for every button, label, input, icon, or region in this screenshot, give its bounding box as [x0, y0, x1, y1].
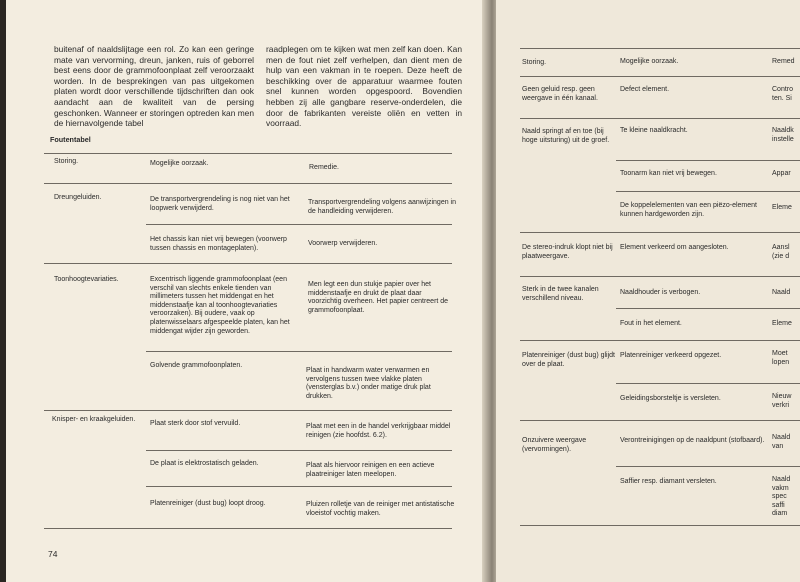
table-rule	[616, 383, 800, 384]
table-cell-oorzaak: Naaldhouder is verbogen.	[620, 289, 701, 296]
table-rule	[44, 263, 452, 264]
header-remedie: Remedie.	[309, 164, 339, 171]
header-remedie: Remed	[772, 58, 795, 65]
table-cell-oorzaak: Verontreinigingen op de naaldpunt (stofbaard).	[620, 437, 765, 444]
table-rule	[616, 466, 800, 467]
table-cell-remedie: Naaldk instelle	[772, 127, 794, 143]
table-cell-remedie: Naald	[772, 289, 791, 296]
table-cell-storing: Naald springt af en toe (bij hoge uitsturing) uit de groef.	[522, 128, 610, 144]
table-rule	[146, 486, 452, 487]
table-cell-remedie: Naald van	[772, 434, 791, 450]
table-rule	[520, 340, 800, 341]
table-cell-oorzaak: Defect element.	[620, 86, 670, 93]
table-rule	[520, 118, 800, 119]
table-cell-storing: De stereo-indruk klopt niet bij plaatweergave.	[522, 244, 613, 260]
table-cell-storing: Knisper- en kraakgeluiden.	[52, 416, 136, 423]
table-cell-oorzaak: Saffier resp. diamant versleten.	[620, 478, 717, 485]
table-cell-remedie: Pluizen rolletje van de reiniger met antistatische vloeistof vochtig maken.	[306, 501, 455, 517]
table-rule	[520, 276, 800, 277]
table-rule	[616, 191, 800, 192]
left-page	[6, 0, 488, 582]
table-cell-oorzaak: Plaat sterk door stof vervuild.	[150, 420, 241, 427]
table-cell-remedie: Appar	[772, 170, 791, 177]
table-cell-storing: Toonhoogtevariaties.	[54, 276, 119, 283]
header-storing: Storing.	[54, 158, 79, 165]
table-cell-oorzaak: De transportvergrendeling is nog niet van het loopwerk verwijderd.	[150, 196, 290, 212]
table-cell-oorzaak: De plaat is elektrostatisch geladen.	[150, 460, 259, 467]
table-cell-remedie: Plaat in handwarm water verwarmen en vervolgens tussen twee vlakke platen (vensterglas b.v.) onder matige druk plat drukken.	[306, 367, 431, 400]
table-rule	[44, 153, 452, 154]
page-number: 74	[48, 549, 58, 559]
header-storing: Storing.	[522, 59, 547, 66]
intro-text-col1: buitenaf of naaldslijtage een rol. Zo kan een geringe mate van vervorming, dreun, janken, ruis of geborrel best eens door de grammofoonplaat zelf veroorzaakt worden. In de besprekingen van pas uitgekomen platen wordt door verschillende tijdschriften dan ook aandacht aan de kwaliteit van de persing geschonken. Wanneer er storingen optreden kan men de hiernavolgende tabel	[54, 44, 254, 129]
table-cell-oorzaak: Platenreiniger verkeerd opgezet.	[620, 352, 722, 359]
table-cell-storing: Dreungeluiden.	[54, 194, 102, 201]
table-cell-remedie: Nieuw verkri	[772, 393, 792, 409]
table-cell-oorzaak: Geleidingsborsteltje is versleten.	[620, 395, 721, 402]
table-cell-remedie: Plaat met een in de handel verkrijgbaar middel reinigen (zie hoofdst. 6.2).	[306, 423, 451, 439]
table-rule	[520, 76, 800, 77]
table-rule	[146, 450, 452, 451]
table-cell-remedie: Plaat als hiervoor reinigen en een actieve plaatreiniger laten meelopen.	[306, 462, 435, 478]
table-rule	[520, 420, 800, 421]
table-cell-remedie: Voorwerp verwijderen.	[308, 240, 378, 247]
table-title: Foutentabel	[50, 135, 91, 144]
table-cell-oorzaak: Toonarm kan niet vrij bewegen.	[620, 170, 717, 177]
table-cell-remedie: Eleme	[772, 320, 792, 327]
table-cell-oorzaak: De koppelelementen van een piëzo-element kunnen hardgeworden zijn.	[620, 202, 757, 218]
table-cell-oorzaak: Element verkeerd om aangesloten.	[620, 244, 729, 251]
header-oorzaak: Mogelijke oorzaak.	[150, 160, 209, 167]
table-rule	[146, 351, 452, 352]
right-page	[496, 0, 800, 582]
table-rule	[520, 232, 800, 233]
table-rule	[146, 224, 452, 225]
table-cell-storing: Geen geluid resp. geen weergave in één kanaal.	[522, 86, 598, 102]
table-rule	[44, 183, 452, 184]
table-cell-remedie: Naald vakm spec saffi diam	[772, 476, 791, 518]
table-cell-remedie: Eleme	[772, 204, 792, 211]
table-rule	[44, 528, 452, 529]
table-cell-oorzaak: Golvende grammofoonplaten.	[150, 362, 243, 369]
header-oorzaak: Mogelijke oorzaak.	[620, 58, 679, 65]
table-cell-oorzaak: Te kleine naaldkracht.	[620, 127, 688, 134]
table-cell-remedie: Aansl (zie d	[772, 244, 790, 260]
table-rule	[520, 525, 800, 526]
table-cell-storing: Onzuivere weergave (vervormingen).	[522, 437, 587, 453]
table-cell-remedie: Transportvergrendeling volgens aanwijzingen in de handleiding verwijderen.	[308, 199, 456, 215]
table-rule	[44, 410, 452, 411]
intro-text-col2: raadplegen om te kijken wat men zelf kan doen. Kan men de fout niet zelf verhelpen, dan dient men de hulp van een vakman in te roepen. Deze heeft de beschikking over de apparatuur waarmee fouten snel kunnen worden opgespoord. Bovendien hebben zij alle gangbare reserve-onderdelen, die door de fabrikanten vereiste oliën en vetten in voorraad.	[266, 44, 462, 129]
table-cell-storing: Platenreiniger (dust bug) glijdt over de plaat.	[522, 352, 615, 368]
table-cell-remedie: Contro ten. Si	[772, 86, 794, 102]
table-rule	[520, 48, 800, 49]
table-cell-oorzaak: Fout in het element.	[620, 320, 682, 327]
table-cell-storing: Sterk in de twee kanalen verschillend niveau.	[522, 286, 599, 302]
table-cell-oorzaak: Excentrisch liggende grammofoonplaat (een verschil van slechts enkele tienden van millimeters tussen het middengat en het middenstaafje kan al toonhoogtevariaties veroorzaken). Bij oudere, vaak op platenwisselaars afgespeelde platen, kan het middengat wijder zijn geworden.	[150, 276, 290, 335]
table-cell-oorzaak: Het chassis kan niet vrij bewegen (voorwerp tussen chassis en montageplaten).	[150, 236, 287, 252]
table-cell-remedie: Moet lopen	[772, 350, 790, 366]
table-cell-oorzaak: Platenreiniger (dust bug) loopt droog.	[150, 500, 266, 507]
table-cell-remedie: Men legt een dun stukje papier over het middenstaafje en drukt de plaat daar voorzichtig overheen. Het papier centreert de grammofoonplaat.	[308, 281, 449, 314]
table-rule	[616, 308, 800, 309]
table-rule	[616, 160, 800, 161]
